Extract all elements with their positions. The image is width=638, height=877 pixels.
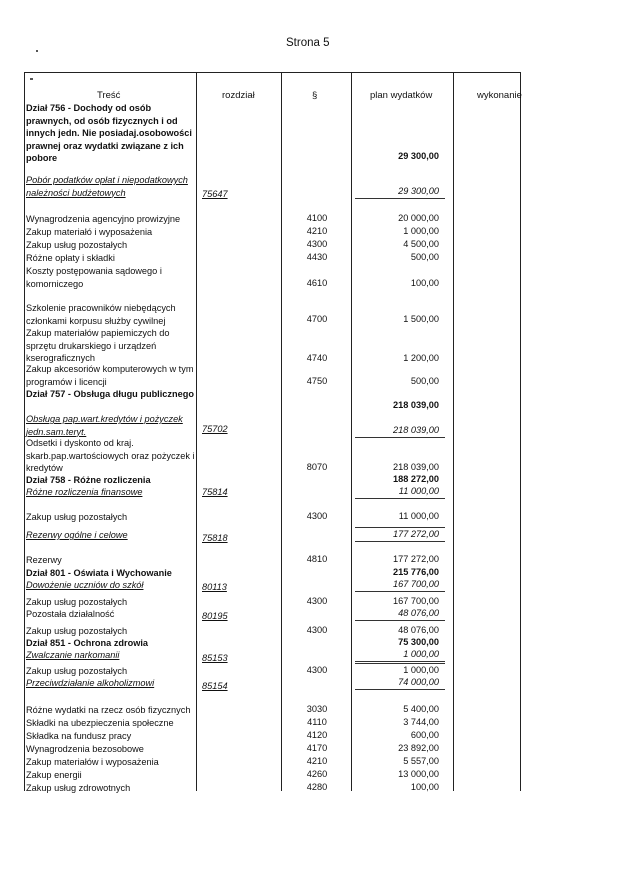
row-description: Zakup materiałów i wyposażenia — [26, 757, 159, 767]
row-paragraf: 8070 — [306, 462, 328, 472]
row-amount: 218 039,00 — [393, 400, 439, 410]
amount-underline — [355, 591, 445, 592]
row-amount: 3 744,00 — [403, 717, 439, 727]
row-paragraf: 4110 — [307, 717, 327, 727]
row-description: Zakup usług zdrowotnych — [26, 783, 131, 793]
row-amount: 600,00 — [410, 730, 439, 740]
row-amount: 5 557,00 — [403, 756, 439, 766]
amount-overline — [355, 663, 445, 664]
row-paragraf: 4170 — [306, 743, 328, 753]
row-paragraf: 4210 — [306, 226, 328, 236]
row-paragraf: 4300 — [306, 596, 328, 606]
row-paragraf: 4300 — [306, 239, 328, 249]
row-description: Zakup materiałó i wyposażenia — [26, 227, 153, 237]
row-amount: 11 000,00 — [398, 486, 439, 496]
row-amount: 48 076,00 — [398, 625, 439, 635]
row-paragraf: 4300 — [306, 665, 328, 675]
header-rozdzial: rozdział — [222, 90, 255, 101]
row-description: Różne wydatki na rzecz osób fizycznych — [26, 705, 191, 715]
amount-underline — [355, 198, 445, 199]
row-paragraf: 4810 — [306, 554, 328, 564]
column-divider — [453, 73, 454, 791]
row-description: Różne opłaty i składki — [26, 253, 115, 263]
row-amount: 11 000,00 — [398, 511, 439, 521]
row-paragraf: 3030 — [306, 704, 328, 714]
row-amount: 100,00 — [410, 782, 439, 792]
budget-table — [24, 72, 521, 791]
amount-overline — [355, 527, 445, 528]
row-description: Szkolenie pracowników niebędących członkami korpusu służby cywilnej — [26, 303, 176, 326]
header-plan: plan wydatków — [370, 90, 433, 101]
row-description: Zakup usług pozostałych — [26, 626, 128, 636]
row-paragraf: 4210 — [306, 756, 328, 766]
column-divider — [520, 73, 521, 791]
row-description: Zwalczanie narkomanii — [26, 650, 120, 660]
row-amount: 23 892,00 — [398, 743, 439, 753]
row-paragraf: 4300 — [306, 511, 328, 521]
row-paragraf: 4100 — [306, 213, 328, 223]
row-description: Dział 756 - Dochody od osób prawnych, od osób fizycznych i od innych jedn. Nie posiadaj.osobowości prawnej oraz wydatki związane z ich pobore — [26, 103, 192, 164]
row-amount: 215 776,00 — [393, 567, 439, 577]
row-amount: 1 200,00 — [403, 353, 439, 363]
row-paragraf: 4120 — [306, 730, 328, 740]
row-amount: 177 272,00 — [393, 529, 439, 539]
column-divider — [351, 73, 352, 791]
row-amount: 20 000,00 — [398, 213, 439, 223]
amount-underline — [355, 661, 445, 662]
row-description: Zakup usług pozostałych — [26, 240, 128, 250]
row-paragraf: 4260 — [306, 769, 328, 779]
row-amount: 4 500,00 — [403, 239, 439, 249]
row-description: Odsetki i dyskonto od kraj. skarb.pap.wartościowych oraz pożyczek i kredytów — [26, 438, 195, 474]
row-paragraf: 4750 — [306, 376, 328, 386]
row-amount: 48 076,00 — [398, 608, 439, 618]
amount-underline — [355, 498, 445, 499]
row-description: Dowożenie uczniów do szkół — [26, 580, 144, 590]
row-rozdzial: 75814 — [202, 487, 228, 497]
row-amount: 1 000,00 — [403, 649, 439, 659]
row-description: Zakup usług pozostałych — [26, 597, 128, 607]
row-description: Rezerwy — [26, 555, 62, 565]
row-paragraf: 4430 — [306, 252, 328, 262]
row-paragraf: 4700 — [306, 314, 328, 324]
row-description: Dział 757 - Obsługa długu publicznego — [26, 389, 194, 399]
header-paragraf: § — [312, 90, 318, 101]
row-paragraf: 4300 — [306, 625, 328, 635]
row-amount: 5 400,00 — [403, 704, 439, 714]
row-rozdzial: 85153 — [202, 653, 228, 663]
row-paragraf: 4740 — [306, 353, 328, 363]
row-amount: 218 039,00 — [393, 462, 439, 472]
row-description: Koszty postępowania sądowego i komorniczego — [26, 266, 162, 289]
row-rozdzial: 80195 — [202, 611, 228, 621]
row-paragraf: 4280 — [306, 782, 328, 792]
row-amount: 1 500,00 — [403, 314, 439, 324]
row-description: Zakup energii — [26, 770, 82, 780]
row-amount: 1 000,00 — [403, 226, 439, 236]
row-rozdzial: 80113 — [202, 582, 227, 592]
row-description: Zakup materiałów papiemiczych do sprzętu drukarskiego i urządzeń kserograficznych — [26, 328, 170, 364]
row-rozdzial: 85154 — [202, 681, 228, 691]
row-description: Przeciwdziałanie alkoholizmowi — [26, 678, 155, 688]
row-description: Pozostała działalność — [26, 609, 115, 619]
row-description: Składki na ubezpieczenia społeczne — [26, 718, 174, 728]
header-tresc: Treść — [97, 90, 121, 101]
row-description: Wynagrodzenia bezosobowe — [26, 744, 144, 754]
row-amount: 75 300,00 — [398, 637, 439, 647]
row-rozdzial: 75702 — [202, 424, 228, 434]
row-description: Składka na fundusz pracy — [26, 731, 132, 741]
row-amount: 100,00 — [410, 278, 439, 288]
page-number: Strona 5 — [286, 37, 330, 49]
row-description: Dział 801 - Oświata i Wychowanie — [26, 568, 172, 578]
amount-underline — [355, 620, 445, 621]
row-amount: 167 700,00 — [393, 579, 439, 589]
row-rozdzial: 75647 — [202, 189, 228, 199]
row-description: Pobór podatków opłat i niepodatkowych należności budżetowych — [26, 175, 188, 198]
row-amount: 218 039,00 — [393, 425, 439, 435]
amount-underline — [355, 437, 445, 438]
row-description: Zakup usług pozostałych — [26, 512, 128, 522]
row-amount: 13 000,00 — [398, 769, 439, 779]
row-description: Zakup usług pozostałych — [26, 666, 128, 676]
header-wykonanie: wykonanie — [477, 90, 522, 101]
row-amount: 1 000,00 — [403, 665, 439, 675]
row-amount: 29 300,00 — [398, 151, 439, 161]
row-amount: 500,00 — [410, 252, 439, 262]
row-amount: 74 000,00 — [398, 677, 439, 687]
amount-underline — [355, 541, 445, 542]
amount-underline — [355, 689, 445, 690]
row-amount: 188 272,00 — [393, 474, 439, 484]
row-paragraf: 4610 — [306, 278, 328, 288]
row-description: Rezerwy ogólne i celowe — [26, 530, 128, 540]
scan-speck — [36, 50, 38, 52]
row-description: Różne rozliczenia finansowe — [26, 487, 143, 497]
row-amount: 500,00 — [410, 376, 439, 386]
row-amount: 177 272,00 — [393, 554, 439, 564]
row-rozdzial: 75818 — [202, 533, 228, 543]
row-description: Obsługa pap.wart.kredytów i pożyczek jedn.sam.teryt. — [26, 414, 183, 437]
scan-speck — [30, 78, 33, 80]
row-description: Dział 758 - Różne rozliczenia — [26, 475, 151, 485]
row-description: Dział 851 - Ochrona zdrowia — [26, 638, 149, 648]
row-description: Wynagrodzenia agencyjno prowizyjne — [26, 214, 181, 224]
row-amount: 29 300,00 — [398, 186, 439, 196]
row-amount: 167 700,00 — [393, 596, 439, 606]
column-divider — [281, 73, 282, 791]
row-description: Zakup akcesoriów komputerowych w tym programów i licencji — [26, 364, 194, 387]
